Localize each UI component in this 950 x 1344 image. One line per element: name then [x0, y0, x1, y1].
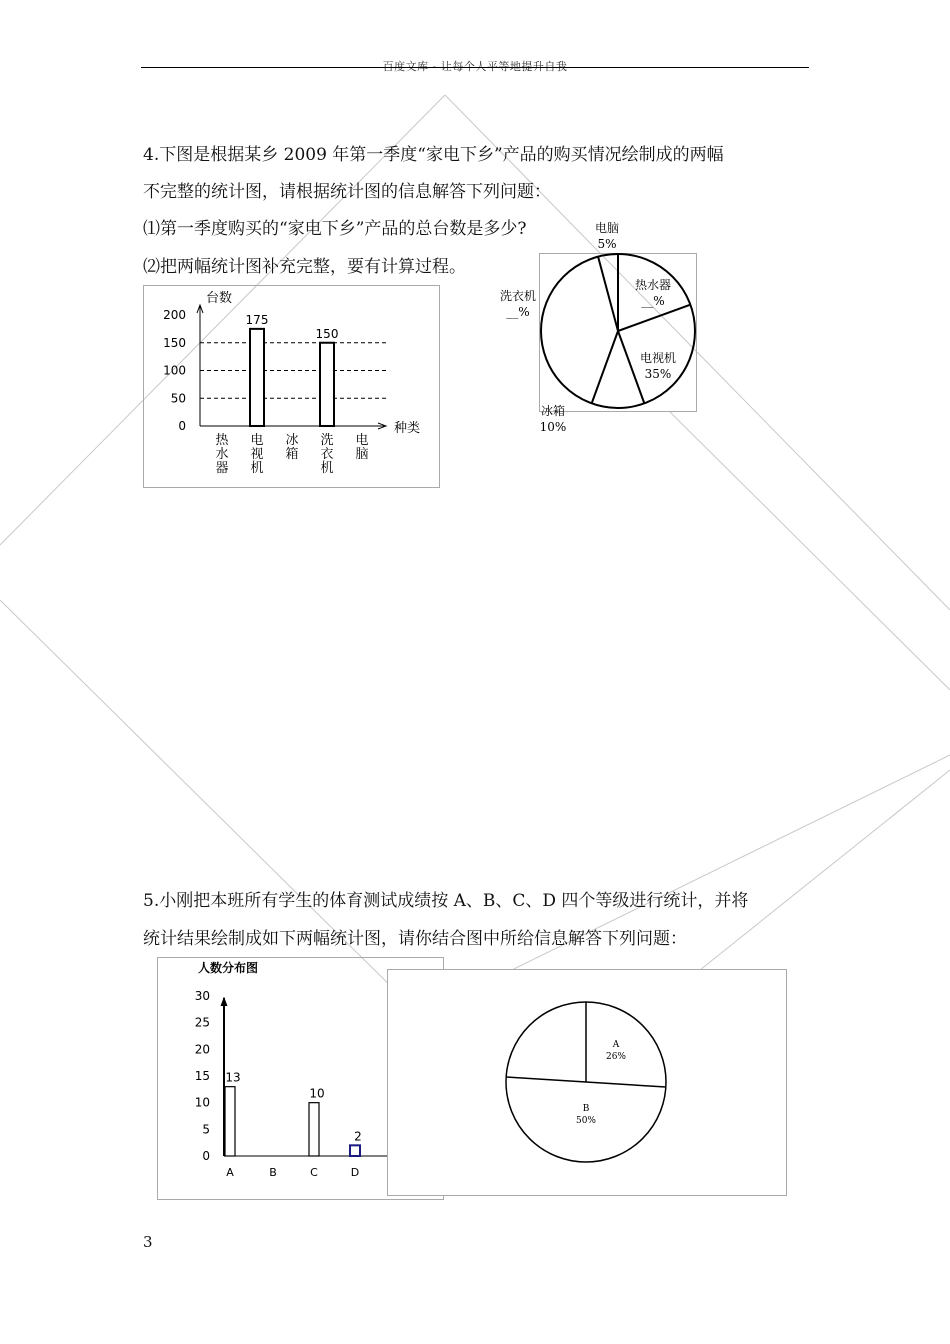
pie-slice-boundary: [592, 331, 618, 403]
pie-slice-label: B: [582, 1104, 590, 1114]
x-tick-label: C: [310, 1166, 318, 1179]
bar: [350, 1145, 360, 1156]
y-axis-label: 台数: [206, 291, 233, 306]
x-tick-label: 电视机: [250, 433, 264, 476]
bar-value-label: 150: [315, 326, 339, 341]
pie-slice-boundary: [506, 1077, 586, 1082]
y-tick-label: 0: [202, 1149, 210, 1163]
header-divider: [141, 67, 809, 68]
y-tick-label: 150: [163, 335, 186, 350]
bar-value-label: 13: [225, 1070, 241, 1085]
page-header: 百度文库 - 让每个人平等地提升自我: [382, 60, 568, 73]
pie-slice-boundary: [598, 257, 618, 331]
y-tick-label: 25: [194, 1015, 210, 1030]
x-tick-label: 热水器: [215, 433, 229, 476]
q4-line-1: 4.下图是根据某乡 2009 年第一季度“家电下乡”产品的购买情况绘制成的两幅: [143, 145, 724, 165]
y-tick-label: 15: [194, 1069, 210, 1083]
pie-slice-label: 洗衣机: [499, 289, 537, 303]
y-tick-label: 5: [202, 1122, 210, 1137]
bar: [309, 1103, 319, 1156]
y-tick-label: 30: [194, 989, 210, 1003]
chart-title: 人数分布图: [198, 961, 259, 975]
pie-slice-boundary: [586, 1082, 666, 1087]
bar-value-label: 2: [354, 1129, 362, 1144]
bar: [225, 1087, 235, 1156]
y-axis-arrow: [221, 998, 227, 1006]
x-tick-label: 冰箱: [285, 433, 299, 462]
grade-pie-chart-frame: [387, 969, 787, 1196]
q4-sub-question-2: ⑵把两幅统计图补充完整，要有计算过程。: [143, 257, 466, 277]
pie-slice-value: 35%: [644, 367, 672, 381]
pie-slice-label: A: [612, 1040, 620, 1050]
q5-line-1: 5.小刚把本班所有学生的体育测试成绩按 A、B、C、D 四个等级进行统计，并将: [143, 891, 749, 911]
q4-line-2: 不完整的统计图，请根据统计图的信息解答下列问题：: [143, 182, 551, 202]
x-tick-label: D: [350, 1166, 360, 1179]
pie-slice-value: 10%: [539, 420, 567, 434]
bar-value-label: 10: [309, 1086, 325, 1101]
pie-slice-label: 热水器: [634, 278, 672, 292]
y-tick-label: 50: [170, 391, 186, 406]
appliance-bar-chart: [144, 286, 439, 487]
pie-slice-label: 电脑: [594, 221, 620, 235]
appliance-pie-chart: [485, 215, 725, 445]
grade-pie-chart: [388, 970, 786, 1195]
pie-slice-label: 电视机: [639, 351, 677, 365]
pie-slice-value: 5%: [597, 237, 617, 251]
pie-slice-value: __%: [641, 294, 665, 308]
bar: [320, 343, 334, 426]
q5-line-2: 统计结果绘制成如下两幅统计图，请你结合图中所给信息解答下列问题：: [143, 929, 687, 949]
appliance-bar-chart-frame: [143, 285, 440, 488]
pie-slice-boundary: [618, 305, 690, 331]
bar-value-label: 175: [245, 312, 269, 327]
x-tick-label: 洗衣机: [320, 433, 334, 476]
y-tick-label: 0: [178, 419, 186, 433]
y-tick-label: 100: [163, 363, 186, 378]
x-tick-label: A: [226, 1166, 234, 1179]
q4-sub-question-1: ⑴第一季度购买的“家电下乡”产品的总台数是多少?: [143, 219, 527, 239]
y-tick-label: 200: [163, 308, 186, 322]
y-tick-label: 20: [194, 1042, 210, 1057]
pie-slice-value: 26%: [605, 1052, 627, 1062]
y-tick-label: 10: [194, 1095, 210, 1110]
pie-slice-label: 冰箱: [540, 404, 566, 418]
x-axis-label: 种类: [394, 421, 421, 436]
bar: [250, 329, 264, 426]
pie-slice-value: __%: [506, 305, 530, 319]
page-number: 3: [143, 1233, 153, 1251]
pie-slice-boundary: [618, 331, 644, 403]
x-tick-label: B: [269, 1166, 277, 1179]
x-tick-label: 电脑: [355, 433, 369, 462]
pie-slice-value: 50%: [575, 1116, 597, 1126]
